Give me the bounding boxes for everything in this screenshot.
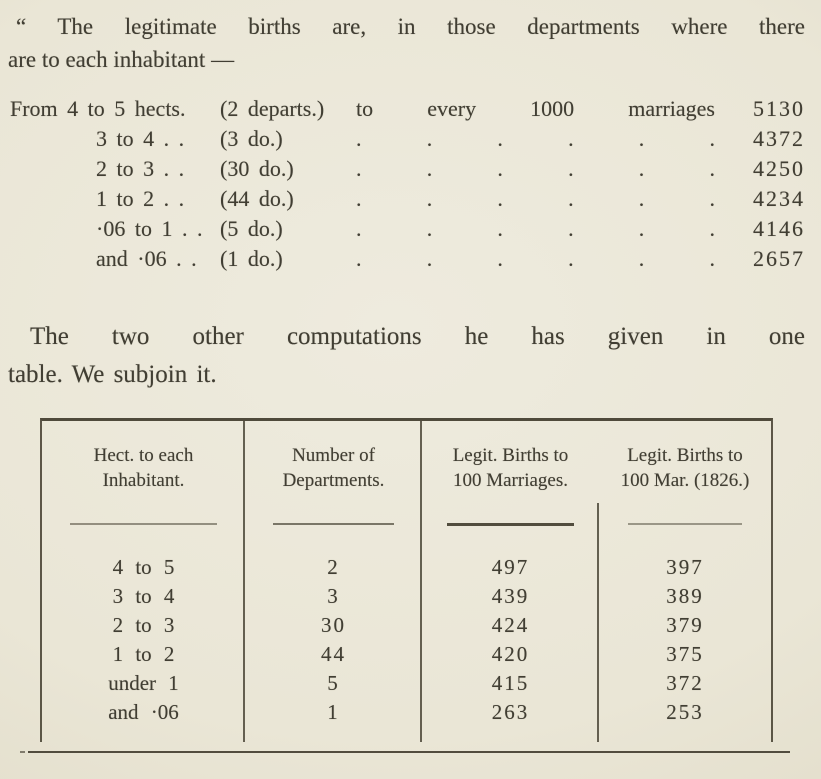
header-line: 100 Mar. (1826.) bbox=[620, 470, 750, 491]
table-row bbox=[42, 611, 771, 640]
range-label: 1 to 2 . . bbox=[96, 186, 185, 211]
subjoin-paragraph bbox=[8, 318, 805, 394]
list-row bbox=[8, 154, 805, 184]
births-list bbox=[8, 94, 805, 274]
births-value: 4372 bbox=[753, 126, 805, 151]
header-rule bbox=[628, 523, 742, 525]
table-cell: 397 bbox=[666, 555, 704, 579]
leader-dots: . . . . . . bbox=[356, 126, 715, 151]
intro-paragraph bbox=[8, 10, 805, 76]
table-header-cell bbox=[42, 443, 245, 493]
table-header-row bbox=[42, 421, 771, 493]
header-line: Hect. to each bbox=[93, 445, 194, 466]
table-row bbox=[42, 698, 771, 727]
header-line: Legit. Births to bbox=[627, 445, 743, 466]
table-row bbox=[42, 553, 771, 582]
paragraph-line: are to each inhabitant — bbox=[8, 47, 235, 72]
header-line: Departments. bbox=[282, 470, 385, 491]
table-cell: 3 to 4 bbox=[112, 584, 175, 608]
births-value: 4234 bbox=[753, 186, 805, 211]
departments-label: (1 do.) bbox=[220, 246, 283, 271]
table-row bbox=[42, 582, 771, 611]
table-row bbox=[42, 669, 771, 698]
departments-label: (30 do.) bbox=[220, 156, 294, 181]
births-value: 4146 bbox=[753, 216, 805, 241]
table-cell: 4 to 5 bbox=[112, 555, 175, 579]
list-row bbox=[8, 124, 805, 154]
range-label: From 4 to 5 hects. bbox=[10, 96, 186, 121]
table-cell: 2 bbox=[327, 555, 340, 579]
table-cell: 415 bbox=[491, 671, 530, 695]
header-rule bbox=[273, 523, 393, 525]
table-row bbox=[42, 640, 771, 669]
list-row bbox=[8, 184, 805, 214]
departments-label: (44 do.) bbox=[220, 186, 294, 211]
header-rule bbox=[447, 523, 574, 526]
leader-dots: . . . . . . bbox=[356, 216, 715, 241]
header-line: Number of bbox=[292, 445, 375, 466]
header-line: Legit. Births to bbox=[452, 445, 569, 466]
header-rule bbox=[70, 523, 216, 525]
table-header-cell bbox=[422, 443, 599, 493]
table-cell: 5 bbox=[327, 671, 340, 695]
marriages-phrase: to every 1000 marriages bbox=[356, 96, 715, 121]
births-value: 4250 bbox=[753, 156, 805, 181]
departments-label: (2 departs.) bbox=[220, 96, 325, 121]
table-cell: 375 bbox=[666, 642, 704, 666]
computations-table bbox=[40, 418, 773, 742]
range-label: and ·06 . . bbox=[96, 246, 197, 271]
table-cell: 44 bbox=[321, 642, 346, 666]
table-cell: and ·06 bbox=[108, 700, 179, 724]
list-row bbox=[8, 244, 805, 274]
table-header-cell bbox=[245, 443, 422, 493]
list-row bbox=[8, 214, 805, 244]
range-label: ·06 to 1 . . bbox=[96, 216, 203, 241]
table-cell: 420 bbox=[491, 642, 530, 666]
list-row bbox=[8, 94, 805, 124]
leader-dots: . . . . . . bbox=[356, 186, 715, 211]
births-value: 2657 bbox=[753, 246, 805, 271]
departments-label: (3 do.) bbox=[220, 126, 283, 151]
paragraph-line: “ The legitimate births are, in those departments where there bbox=[16, 14, 805, 39]
table-cell: 379 bbox=[666, 613, 704, 637]
leader-dots: . . . . . . bbox=[356, 246, 715, 271]
table-cell: 389 bbox=[666, 584, 704, 608]
table-cell: 3 bbox=[327, 584, 340, 608]
range-label: 3 to 4 . . bbox=[96, 126, 185, 151]
table-cell: 253 bbox=[666, 700, 704, 724]
table-cell: 263 bbox=[491, 700, 530, 724]
table-body bbox=[42, 553, 771, 727]
header-line: Inhabitant. bbox=[102, 470, 185, 491]
range-label: 2 to 3 . . bbox=[96, 156, 185, 181]
table-cell: 2 to 3 bbox=[112, 613, 175, 637]
departments-label: (5 do.) bbox=[220, 216, 283, 241]
table-bottom-rule bbox=[28, 751, 790, 753]
births-value: 5130 bbox=[753, 96, 805, 121]
table-cell: 372 bbox=[666, 671, 704, 695]
table-cell: 1 bbox=[327, 700, 340, 724]
table-header-cell bbox=[599, 443, 771, 493]
table-cell: 439 bbox=[491, 584, 530, 608]
table-cell: 1 to 2 bbox=[112, 642, 175, 666]
table-cell: 424 bbox=[491, 613, 530, 637]
paragraph-line: table. We subjoin it. bbox=[8, 361, 217, 388]
header-rules bbox=[42, 523, 771, 526]
table-cell: under 1 bbox=[108, 671, 179, 695]
table-cell: 497 bbox=[491, 555, 530, 579]
paragraph-line: The two other computations he has given in one bbox=[30, 323, 805, 350]
leader-dots: . . . . . . bbox=[356, 156, 715, 181]
table-cell: 30 bbox=[321, 613, 346, 637]
header-line: 100 Marriages. bbox=[452, 470, 569, 491]
